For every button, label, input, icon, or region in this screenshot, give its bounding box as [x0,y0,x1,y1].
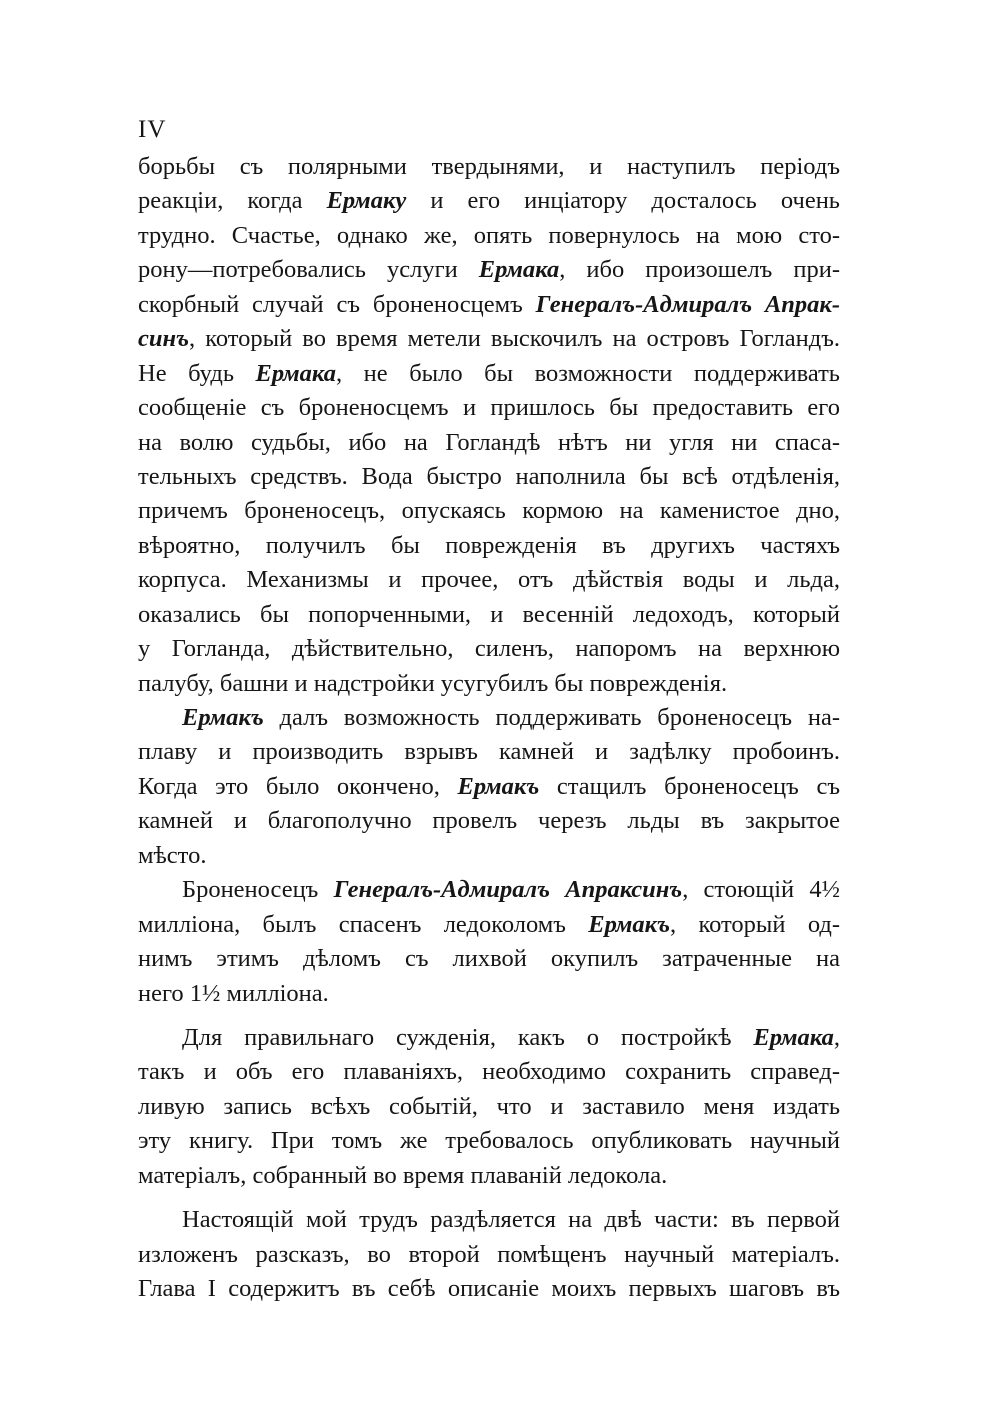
body-text [138,150,840,1306]
text-line: камней и благополучно провелъ черезъ льды въ закрытое [138,807,840,835]
text-line: на волю судьбы, ибо на Гогландѣ нѣтъ ни угля ни спаса- [138,428,840,456]
text-line: ливую запись всѣхъ событій, что и заставило меня издать [138,1092,840,1120]
text-line: такъ и объ его плаваніяхъ, необходимо сохранить справед- [138,1058,840,1086]
paragraph-gap [138,1011,840,1021]
text-line: матеріалъ, собранный во время плаваній ледокола. [138,1161,668,1189]
text-line: Для правильнаго сужденія, какъ о постройкѣ Ермака, [182,1023,840,1051]
text-line: вѣроятно, получилъ бы поврежденія въ другихъ частяхъ [138,531,840,559]
text-line: мѣсто. [138,841,207,869]
ship-name: Ермакъ [457,772,540,800]
ship-name: синъ [138,325,190,353]
ship-name: Ермакъ [182,704,264,731]
text-line: эту книгу. При томъ же требовалось опубликовать научный [138,1127,840,1155]
ship-name: Ермака [478,256,560,284]
paragraph-gap [138,1193,840,1203]
text-line: Броненосецъ Генералъ-Адмиралъ Апраксинъ, стоющій 4½ [182,876,840,904]
text-line: борьбы съ полярными твердынями, и наступилъ періодъ [138,153,840,180]
text-line: трудно. Счастье, однако же, опять повернулось на мою сто- [138,221,840,249]
text-line: изложенъ разсказъ, во второй помѣщенъ научный матеріалъ. [138,1240,840,1268]
text-line: рону—потребовались услуги Ермака, ибо произошелъ при- [138,256,840,284]
text-line: него 1½ милліона. [138,979,329,1007]
text-line: Не будь Ермака, не было бы возможности поддерживать [138,359,840,387]
text-line: сообщеніе съ броненосцемъ и пришлось бы предоставить его [138,394,840,422]
ship-name: Ермака [255,359,336,387]
text-line: тельныхъ средствъ. Вода быстро наполнила бы всѣ отдѣленія, [138,462,840,490]
text-line: плаву и производить взрывъ камней и задѣлку пробоинъ. [138,738,840,766]
ship-name: Генералъ-Адмиралъ Апрак- [535,290,840,318]
ship-name: Ермаку [326,187,407,215]
text-line: реакціи, когда Ермаку и его инціатору досталось очень [138,187,840,215]
text-line: Ермакъ далъ возможность поддерживать броненосецъ на- [182,704,840,731]
ship-name: Генералъ-Адмиралъ Апраксинъ [333,876,683,904]
text-line: Глава I содержитъ въ себѣ описаніе моихъ первыхъ шаговъ въ [138,1275,840,1302]
text-line: скорбный случай съ броненосцемъ Генералъ-Адмиралъ Апрак- [138,290,840,318]
text-line: причемъ броненосецъ, опускаясь кормою на каменистое дно, [138,497,840,525]
ship-name: Ермакъ [588,910,671,938]
text-line: корпуса. Механизмы и прочее, отъ дѣйствія воды и льда, [138,566,840,594]
text-line: палубу, башни и надстройки усугубилъ бы поврежденія. [138,669,728,697]
text-line: нимъ этимъ дѣломъ съ лихвой окупилъ затраченные на [138,945,840,973]
text-line: Настоящій мой трудъ раздѣляется на двѣ части: въ первой [182,1206,840,1234]
page-number: IV [138,116,167,143]
text-line: синъ, который во время метели выскочилъ на островъ Гогландъ. [138,325,840,353]
text-line: милліона, былъ спасенъ ледоколомъ Ермакъ, который од- [138,910,840,938]
text-line: оказались бы попорченными, и весенній ледоходъ, который [138,600,840,628]
ship-name: Ермака [753,1023,834,1051]
text-line: Когда это было окончено, Ермакъ стащилъ броненосецъ съ [138,772,840,800]
text-line: у Гогланда, дѣйствительно, силенъ, напоромъ на верхнюю [138,635,840,663]
